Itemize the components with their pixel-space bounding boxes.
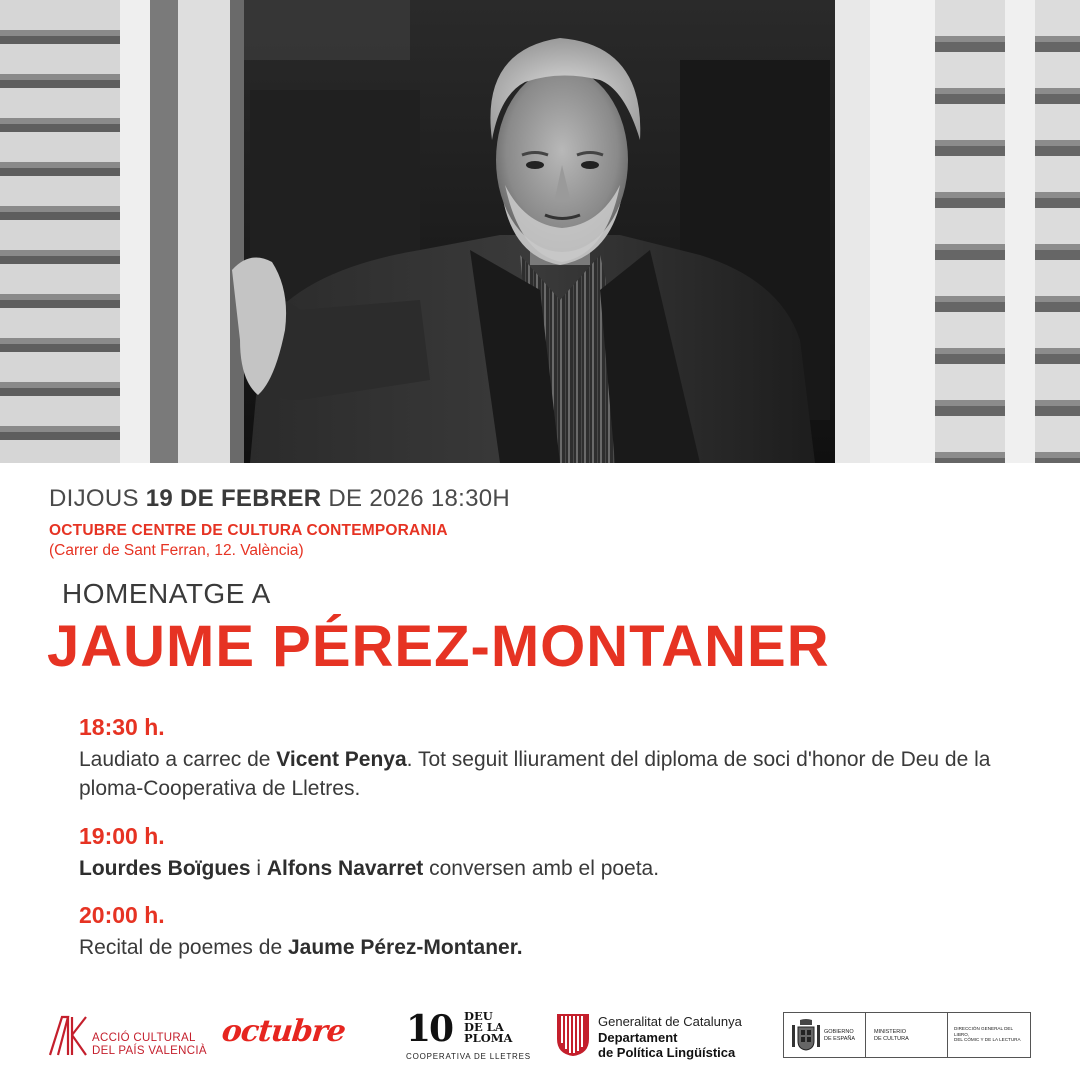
gencat-line3: de Política Lingüística bbox=[598, 1045, 736, 1060]
desc-text: i bbox=[250, 857, 267, 880]
ministerio-line: DE CULTURA bbox=[874, 1035, 909, 1042]
deu-line: DEU bbox=[464, 1009, 493, 1023]
deu-de-la-ploma-logo bbox=[406, 1008, 531, 1062]
deu-tagline: COOPERATIVA DE LLETRES bbox=[406, 1052, 531, 1061]
date-suffix: DE 2026 18:30H bbox=[321, 485, 511, 512]
deu-wordmark bbox=[464, 1011, 512, 1044]
desc-text: . Tot seguit lliurament del diploma de soci d'honor de Deu de la ploma-Cooperativa de Lletres. bbox=[79, 748, 991, 800]
desc-text: Laudiato a carrec de bbox=[79, 748, 277, 771]
program-item bbox=[79, 714, 1009, 803]
octubre-logo bbox=[222, 1012, 372, 1064]
desc-text: conversen amb el poeta. bbox=[423, 857, 660, 880]
homage-label: HOMENATGE A bbox=[62, 578, 271, 609]
venue-name: OCTUBRE CENTRE DE CULTURA CONTEMPORANIA bbox=[49, 522, 448, 539]
program-description bbox=[79, 854, 1009, 883]
deu-line: DE LA bbox=[464, 1020, 504, 1034]
gobierno-line: DE ESPAÑA bbox=[824, 1035, 856, 1042]
deu-number: 10 bbox=[406, 1008, 453, 1050]
program-description bbox=[79, 933, 1009, 962]
deu-line: PLOMA bbox=[464, 1031, 513, 1045]
program-time: 19:00 h. bbox=[79, 823, 165, 849]
direccion-line: DEL CÓMIC Y DE LA LECTURA bbox=[954, 1037, 1021, 1042]
gobierno-text bbox=[824, 1029, 855, 1042]
ministerio-text bbox=[874, 1029, 909, 1042]
program-description bbox=[79, 745, 1009, 803]
gobierno-cell bbox=[784, 1013, 866, 1057]
acpv-line2: DEL PAÍS VALENCIÀ bbox=[92, 1045, 207, 1057]
acpv-logo bbox=[48, 1010, 207, 1062]
program-time: 18:30 h. bbox=[79, 714, 165, 740]
speaker-name: Alfons Navarret bbox=[266, 857, 424, 880]
direccion-line: DIRECCIÓN GENERAL DEL LIBRO, bbox=[954, 1026, 1013, 1037]
portrait-illustration bbox=[0, 0, 1080, 463]
gobierno-line: GOBIERNO bbox=[824, 1029, 854, 1035]
acpv-line1: ACCIÓ CULTURAL bbox=[92, 1032, 196, 1044]
program-time: 20:00 h. bbox=[79, 902, 165, 928]
spain-coat-of-arms-icon bbox=[792, 1019, 820, 1051]
desc-text: Recital de poemes de bbox=[79, 936, 288, 959]
program-item bbox=[79, 823, 1009, 883]
event-date bbox=[49, 485, 510, 513]
date-highlight: 19 DE FEBRER bbox=[145, 485, 322, 512]
generalitat-logo bbox=[556, 1010, 746, 1062]
acpv-mark-icon bbox=[48, 1013, 90, 1057]
direccion-text bbox=[954, 1026, 1028, 1043]
honoree-name: JAUME PÉREZ-MONTANER bbox=[47, 614, 830, 679]
senyera-emblem-icon bbox=[556, 1013, 590, 1057]
gencat-line2: Departament bbox=[598, 1030, 678, 1045]
poet-name: Jaume Pérez-Montaner. bbox=[287, 936, 523, 959]
speaker-name: Vicent Penya bbox=[276, 748, 407, 771]
gencat-line1: Generalitat de Catalunya bbox=[598, 1014, 742, 1029]
speaker-name: Lourdes Boïgues bbox=[79, 857, 251, 880]
gobierno-logo bbox=[783, 1012, 1031, 1058]
date-prefix: DIJOUS bbox=[49, 485, 146, 512]
program-item bbox=[79, 902, 1009, 962]
ministerio-cell bbox=[866, 1013, 948, 1057]
direccion-cell bbox=[948, 1013, 1030, 1057]
hero-photo bbox=[0, 0, 1080, 463]
octubre-wordmark: octubre bbox=[220, 1014, 347, 1049]
ministerio-line: MINISTERIO bbox=[874, 1029, 907, 1035]
venue-address: (Carrer de Sant Ferran, 12. València) bbox=[49, 542, 304, 559]
